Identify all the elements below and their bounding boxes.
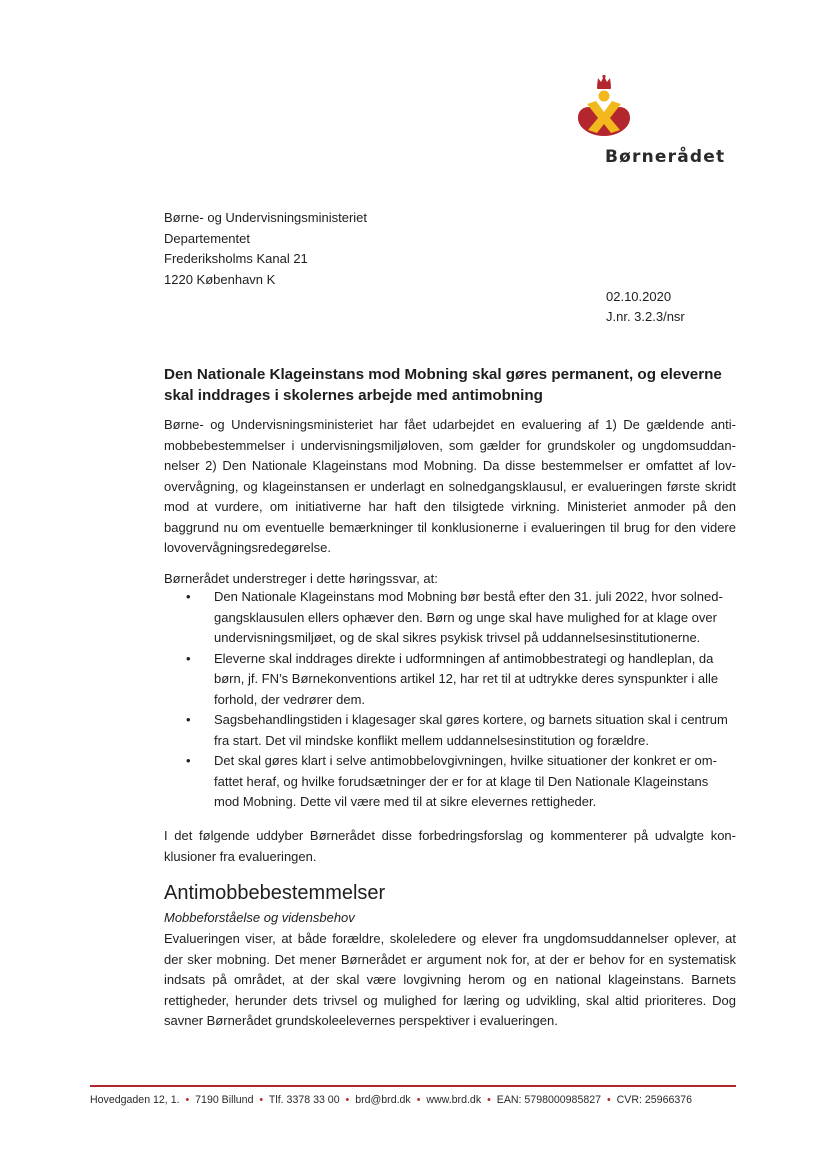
- list-item: [186, 710, 736, 751]
- list-item: [186, 649, 736, 711]
- bullet-icon: •: [186, 712, 191, 727]
- separator-icon: •: [606, 1094, 611, 1106]
- recipient-line: Frederiksholms Kanal 21: [164, 251, 308, 266]
- list-item: [186, 751, 736, 813]
- document-title: Den Nationale Klageinstans mod Mobning skal gøres permanent, og eleverne skal inddrages i skolernes arbejde med antimobning: [164, 366, 722, 404]
- separator-icon: •: [416, 1094, 421, 1106]
- separator-icon: •: [259, 1094, 264, 1106]
- lead-sentence: Børnerådet understreger i dette høringssvar, at:: [164, 571, 438, 586]
- separator-icon: •: [487, 1094, 491, 1106]
- separator-icon: •: [185, 1094, 190, 1106]
- recipient-line: Børne- og Undervisningsministeriet: [164, 210, 368, 225]
- boerneraadet-logo-icon: [574, 74, 634, 140]
- list-item-text: Sagsbehandlingstiden i klagesager skal gøres kortere, og barnets situation skal i centrum fra start. Det vil mindske konflikt mellem uddannelsesinstitution og forældre.: [214, 712, 728, 748]
- footer-contact: [90, 1094, 692, 1106]
- section-subheading: Mobbeforståelse og vidensbehov: [164, 910, 355, 925]
- recommendation-list: [186, 587, 736, 813]
- bullet-icon: •: [186, 650, 191, 666]
- recipient-line: Departementet: [164, 230, 250, 246]
- list-item-text: Det skal gøres klart i selve antimobbelovgivningen, hvilke situationer der konkret er omfattet heraf, og hvilke forudsætninger der er for at klage til Den Nationale Klageinstans mod Mobning. Dette vil være med til at sikre elevernes rettigheder.: [214, 753, 717, 809]
- footer-divider: [90, 1085, 736, 1087]
- logo-wordmark: Børnerådet: [605, 147, 726, 167]
- journal-number: J.nr. 3.2.3/nsr: [606, 309, 685, 324]
- list-item-text: Eleverne skal inddrages direkte i udformningen af antimobbestrategi og handleplan, da børn, jf. FN’s Børnekonventions artikel 12, har ret til at udtrykke deres synspunkter i alle forhold, der vedrører dem.: [214, 650, 719, 707]
- section-heading: Antimobbebestemmelser: [164, 882, 386, 904]
- separator-icon: •: [345, 1094, 350, 1106]
- bullet-icon: •: [186, 589, 191, 604]
- letter-date: 02.10.2020: [606, 289, 672, 304]
- recipient-line: 1220 København K: [164, 271, 276, 287]
- list-item: [186, 587, 736, 649]
- footer-web[interactable]: www.brd.dk: [426, 1094, 482, 1106]
- recipient-address: [164, 208, 367, 290]
- footer-city: 7190 Billund: [195, 1094, 254, 1106]
- footer-email[interactable]: brd@brd.dk: [355, 1094, 411, 1106]
- date-block: [606, 287, 685, 327]
- closing-paragraph: I det følgende uddyber Børnerådet disse forbedringsforslag og kommenterer på udvalgte konklusioner fra evalueringen.: [164, 828, 736, 864]
- bullet-icon: •: [186, 753, 191, 768]
- footer-ean: EAN: 5798000985827: [496, 1094, 602, 1106]
- intro-paragraph: Børne- og Undervisningsministeriet har fået udarbejdet en evaluering af 1) De gældende antimobbebestemmelser i undervisningsmiljøloven, som gælder for grundskoler og ungdomsuddannelser 2) Den Nationale Klageinstans mod Mobning. Da disse bestemmelser er omfattet af lovovervågning, og klageinstansen er underlagt en solnedgangsklausul, er evalueringen første skridt mod at vurdere, om initiativerne har haft den tilsigtede virkning. Ministeriet anmoder på den baggrund nu om eventuelle bemærkninger til konklusionerne i evalueringen til brug for den videre lovovervågningsredegørelse.: [164, 417, 736, 555]
- footer-phone: Tlf. 3378 33 00: [268, 1094, 340, 1106]
- footer-address: Hovedgaden 12, 1.: [90, 1094, 180, 1106]
- section-body: Evalueringen viser, at både forældre, skoleledere og elever fra ungdomsuddannelser oplever, at der sker mobning. Det mener Børnerådet er argument nok for, at der er behov for en systematisk indsats på området, at der skal være lovgivning herom og en national klageinstans. Barnets rettigheder, herunder dets trivsel og mulighed for læring og udvikling, skal altid prioriteres. Dog savner Børnerådet grundskoleelevernes perspektiver i evalueringen.: [164, 931, 736, 1028]
- list-item-text: Den Nationale Klageinstans mod Mobning bør bestå efter den 31. juli 2022, hvor solnedgangsklausulen ellers ophæver den. Børn og unge skal have mulighed for at klage over undervisningsmiljøet, og de skal sikres psykisk trivsel på uddannelsesinstitutionerne.: [214, 589, 723, 645]
- footer-cvr: CVR: 25966376: [616, 1094, 693, 1106]
